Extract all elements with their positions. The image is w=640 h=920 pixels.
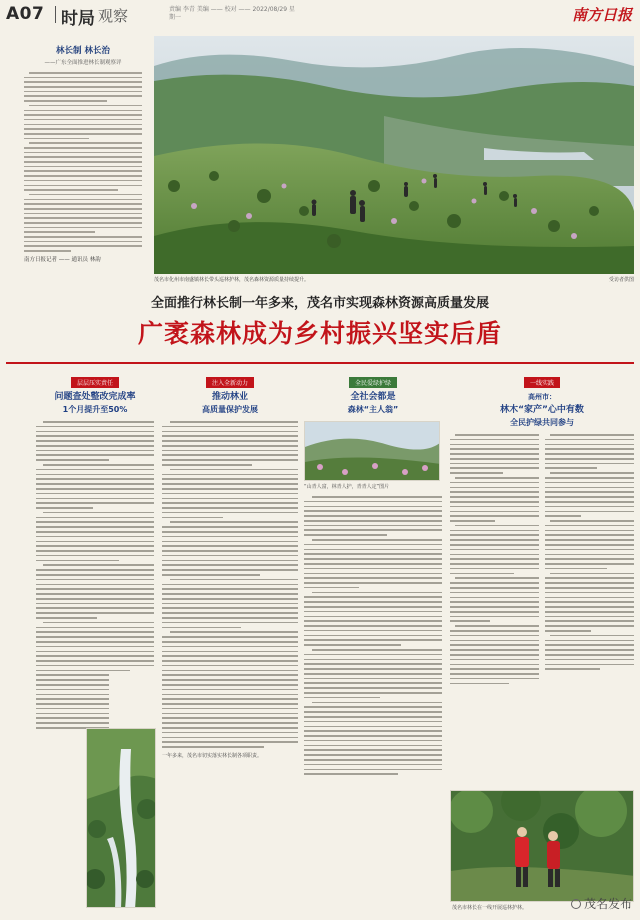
hero-caption [154, 276, 634, 283]
wechat-icon [571, 899, 581, 909]
column-1-tag: 层层压实责任 [71, 377, 119, 388]
forest-people-caption: 茂名市林长在一线开展巡林护林。 [452, 905, 528, 911]
wechat-account: 茂名发布 [583, 897, 632, 911]
column-4-place: 高州市： [528, 393, 556, 401]
column-1-title: 问题查处整改完成率 [54, 392, 136, 402]
column-3-tag: 全民爱绿护绿 [349, 377, 397, 388]
masthead-divider [55, 6, 56, 23]
column-3-head [304, 370, 442, 415]
subsection-name: 观察 [98, 7, 129, 25]
hero-credit: 受访者供图 [608, 277, 634, 283]
flowers-photo [304, 421, 440, 481]
column-4-head [450, 370, 634, 428]
column-2-title: 推动林业 [211, 392, 248, 402]
column-2-subtitle: 高质量保护发展 [202, 405, 258, 414]
page-meta: 责编 李青 美编 —— 校对 —— 2022/08/29 星期一 [169, 6, 295, 21]
column-2 [162, 370, 298, 910]
column-2-tag: 注入全新动力 [206, 377, 254, 388]
brand-logo: 南方日报 [571, 6, 632, 24]
column-3-title: 全社会都是 [350, 392, 396, 402]
commentary-title: 林长制 林长治 [56, 46, 110, 56]
column-1-body [36, 421, 154, 729]
column-4-body [450, 434, 634, 687]
page-code: A07 [6, 4, 45, 24]
column-3 [304, 370, 442, 910]
column-4-title: 林木“家产”心中有数 [500, 405, 584, 415]
commentary-author: 南方日报记者 —— 通讯员 林韵 [24, 256, 101, 263]
headline-rule [6, 362, 634, 364]
column-3-subtitle: 森林“主人翁” [347, 405, 399, 414]
masthead [6, 4, 634, 30]
waterfall-photo [86, 728, 156, 908]
column-1-subtitle: 1个月提升至50% [62, 405, 128, 414]
hero-photo [154, 36, 634, 274]
column-4-body-left [450, 434, 539, 687]
column-3-body [304, 496, 442, 775]
section-name: 时局 [61, 9, 95, 29]
flowers-caption: “山青人富，林青人护，青青人定”图片 [304, 484, 390, 490]
headline-main: 广袤森林成为乡村振兴坚实后盾 [137, 319, 502, 348]
column-2-head [162, 370, 298, 415]
column-1-head [36, 370, 154, 415]
commentary-subtitle: ——广东全面推进林长制观察评 [44, 60, 122, 66]
waterfall-caption: 一年多来，茂名市切实落实林长制各项职责。 [162, 752, 263, 759]
commentary-body [24, 72, 142, 252]
hero-caption-text: 茂名市化州市南盛镇林长带头巡林护林，茂名森林资源质量持续提升。 [154, 277, 310, 283]
forest-people-photo [450, 790, 634, 902]
column-4-tag: 一线实践 [524, 377, 560, 388]
column-2-body [162, 421, 298, 748]
commentary-box [24, 44, 142, 264]
wechat-badge [571, 895, 632, 912]
column-4-subtitle: 全民护绿共同参与 [510, 418, 574, 427]
headline-kicker: 全面推行林长制一年多来，茂名市实现森林资源高质量发展 [150, 296, 489, 311]
column-4-body-right [545, 434, 634, 687]
